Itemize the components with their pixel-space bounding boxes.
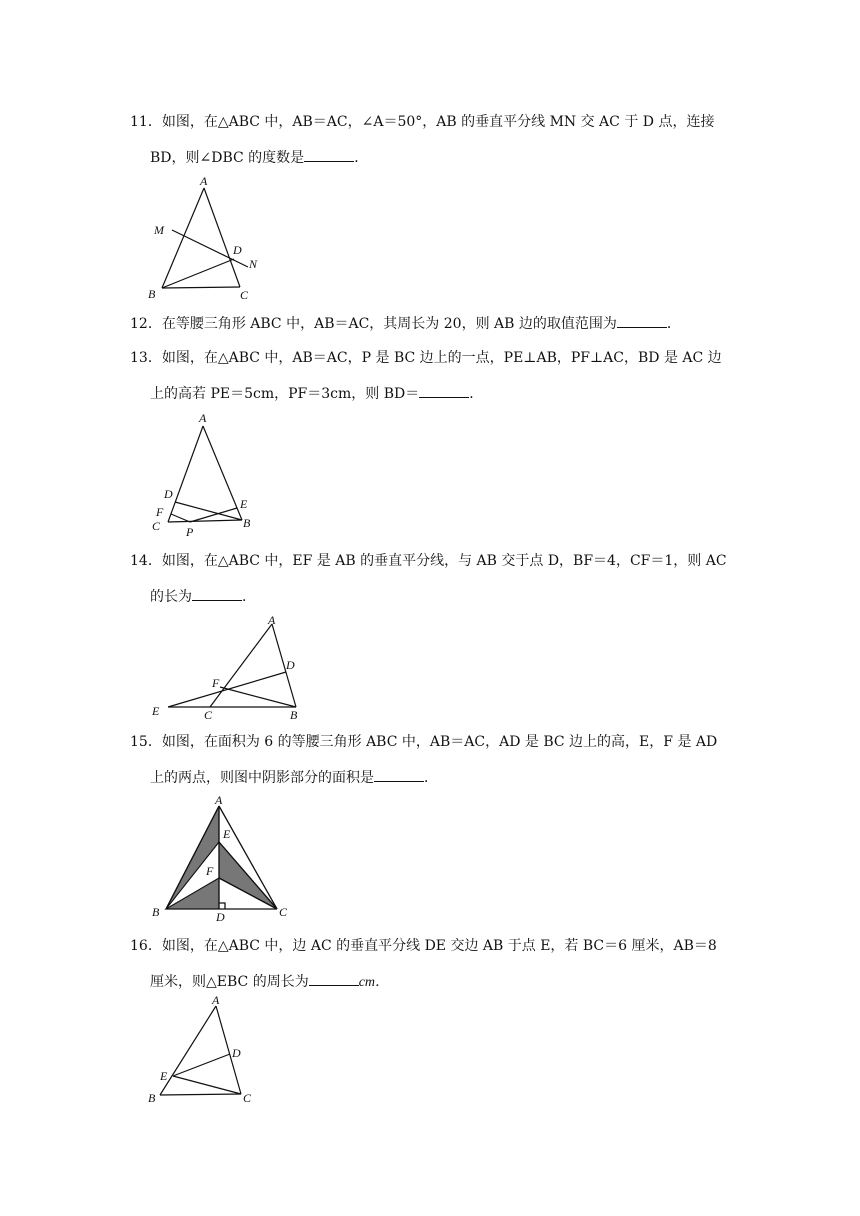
q16-label-d: D [232,1046,241,1060]
q16-line2-text: 厘米，则△EBC 的周长为 [150,974,309,990]
q11-line2 [150,147,368,168]
q12-line1-end: ． [666,316,681,332]
q15-line1: 15．如图，在面积为 6 的等腰三角形 ABC 中，AB＝AC，AD 是 BC 边上的高，E，F 是 AD [130,734,718,750]
q13-label-f: F [156,505,164,519]
q15-label-c: C [279,905,288,919]
q14-line2 [150,586,256,607]
q12-line1 [130,313,681,334]
q14-figure [140,610,320,725]
q15-line2-text: 上的两点，则图中阴影部分的面积是 [150,770,374,786]
q15-line2-end: ． [424,770,438,786]
q15-label-f: F [206,864,214,878]
q14-line2-end: ． [242,589,256,605]
q15-label-a: A [215,793,223,807]
q13-line2-end: ． [469,386,484,402]
q14-label-c: C [204,708,213,722]
q14-line2-text: 的长为 [150,589,192,605]
q16-answer-blank[interactable] [309,971,359,986]
q14-label-b: B [290,708,298,722]
q13-line1: 13．如图，在△ABC 中，AB＝AC，P 是 BC 边上的一点，PE⊥AB，PF⊥AC，BD 是 AC 边 [130,350,722,366]
q13-answer-blank[interactable] [419,383,469,398]
q16-figure [140,994,270,1109]
q13-label-b: B [243,516,251,530]
q13-label-e: E [240,497,248,511]
q14-label-d: D [286,658,295,672]
q11-label-b: B [148,287,156,301]
q15-answer-blank[interactable] [374,767,424,782]
q13-line2 [150,383,483,404]
q11-label-c: C [240,288,249,302]
q16-label-e: E [160,1069,168,1083]
q14-answer-blank[interactable] [192,586,242,601]
q12-line1-text: 12．在等腰三角形 ABC 中，AB＝AC，其周长为 20，则 AB 边的取值范围为 [130,316,617,332]
q11-label-m: M [154,223,164,237]
q16-label-c: C [243,1091,252,1105]
q14-label-e: E [152,704,160,718]
q13-line2-text: 上的高若 PE＝5cm，PF＝3cm，则 BD＝ [150,386,420,402]
q11-line2-text: BD，则∠DBC 的度数是 [150,150,305,166]
q11-line2-end: ． [354,150,369,166]
q11-line1: 11．如图，在△ABC 中，AB＝AC，∠A＝50°，AB 的垂直平分线 MN 交 AC 于 D 点，连接 [130,114,715,130]
q16-line1: 16．如图，在△ABC 中，边 AC 的垂直平分线 DE 交边 AB 于点 E，若 BC＝6 厘米，AB＝8 [130,938,717,954]
q15-label-b: B [152,905,160,919]
q11-answer-blank[interactable] [304,147,354,162]
q13-label-p: P [186,525,194,539]
q16-line2-end: cm． [358,975,390,990]
q11-figure [140,172,280,307]
q15-figure [140,792,300,924]
q14-label-a: A [268,613,276,627]
q12-answer-blank[interactable] [617,313,667,328]
q15-line2 [150,767,438,788]
q13-figure [140,410,270,540]
q15-label-d: D [216,910,225,924]
q13-label-c: C [152,519,161,533]
q14-line1: 14．如图，在△ABC 中，EF 是 AB 的垂直平分线，与 AB 交于点 D，BF＝4，CF＝1，则 AC [130,553,727,569]
q13-label-a: A [199,411,207,425]
q14-label-f: F [212,676,220,690]
q11-label-d: D [233,243,242,257]
q16-label-a: A [212,994,220,1007]
q11-label-n: N [249,257,258,271]
q15-label-e: E [223,827,231,841]
q11-label-a: A [200,174,208,188]
q16-label-b: B [148,1091,156,1105]
q13-label-d: D [164,487,173,501]
q16-line2 [150,971,389,993]
